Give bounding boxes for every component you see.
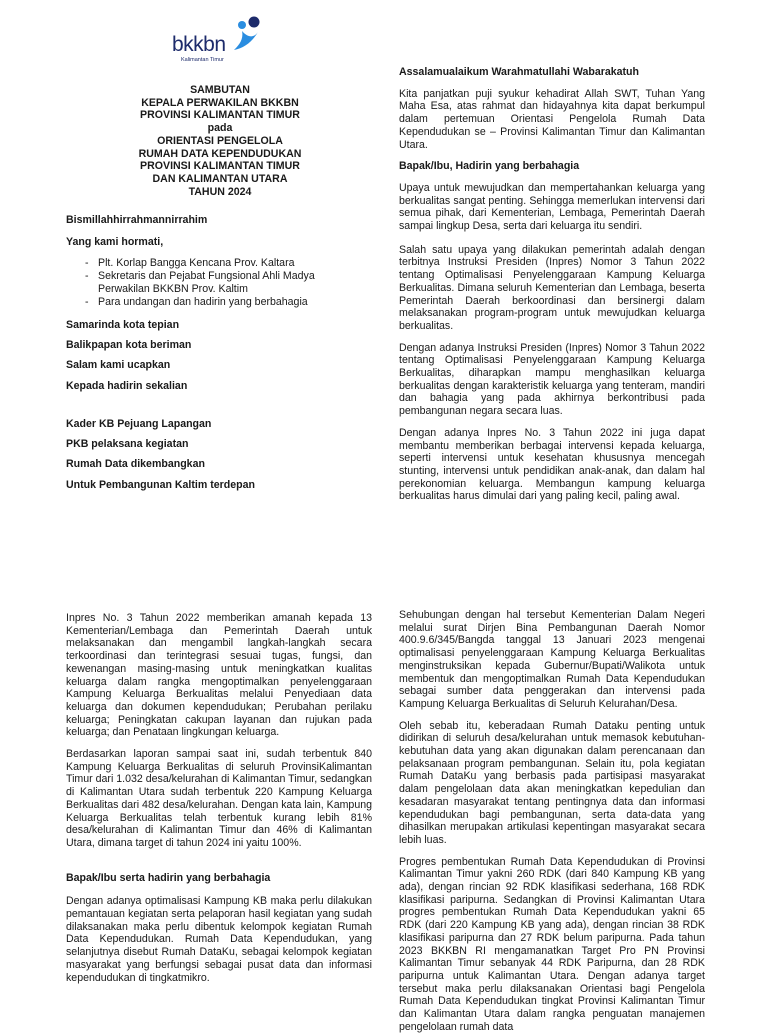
left-column-page-2	[66, 612, 372, 984]
title-line: KEPALA PERWAKILAN BKKBN	[141, 96, 299, 109]
pantun-line: Kepada hadirin sekalian	[66, 379, 188, 392]
bkkbn-logo-icon	[232, 16, 266, 52]
logo-subtitle: Kalimantan Timur	[181, 57, 224, 63]
list-item: - Sekretaris dan Pejabat Fungsional Ahli Madya Perwakilan BKKBN Prov. Kaltim	[66, 270, 341, 295]
pantun-line: Samarinda kota tepian	[66, 319, 180, 331]
pantun-line: Salam kami ucapkan	[66, 359, 171, 372]
title-line: PROVINSI KALIMANTAN TIMUR	[140, 160, 300, 173]
paragraph: Progres pembentukan Rumah Data Kependudukan di Provinsi Kalimantan Timur yakni 260 RDK (dari 840 Kampung KB yang ada), dengan rincian 92 RDK klasifikasi sederhana, 168 RDK klasifikasi paripurna. Sedangkan di Provinsi Kalimantan Utara progres pembentukan Rumah Data Kependudukan yakni 65 RDK (dari 220 Kampung KB yang ada), dengan rincian 38 RDK klasifikasi paripurna dan 27 RDK belum paripurna. Pada tahun 2023 BKKBN RI mengamanatkan Target Pro PN Provinsi Kalimantan Timur sebanyak 44 RDK Paripurna, dan 28 RDK paripurna untuk Kalimantan Utara. Dengan adanya target tersebut maka perlu dilaksanakan Orientasi bagi Pengelola Rumah Data Kependudukan tingkat Provinsi Kalimantan Timur dan Kalimantan Utara dalam rangka penguatan manajemen pengelolaan rumah data	[399, 855, 705, 1033]
pantun-line: Untuk Pembangunan Kaltim terdepan	[66, 478, 255, 491]
title-line: DAN KALIMANTAN UTARA	[152, 172, 288, 185]
basmalah: Bismillahhirrahmannirrahim	[66, 214, 208, 226]
paragraph: Sehubungan dengan hal tersebut Kementerian Dalam Negeri melalui surat Dirjen Bina Pembangunan Daerah Nomor 400.9.6/345/Bangda tanggal 13 Januari 2023 mengenai optimalisasi penyelenggaraan Kampung Keluarga Berkualitas menginstruksikan kepada Gubernur/Bupati/Walikota untuk membentuk dan mengoptimalkan Rumah Data Kependudukan sebagai sumber data penggerakan dan intervensi pada Kampung Keluarga Berkualitas di Seluruh Kelurahan/Desa.	[399, 609, 705, 710]
list-item: - Plt. Korlap Bangga Kencana Prov. Kaltara	[66, 257, 341, 270]
right-column-page-2	[399, 609, 705, 1034]
title-line: RUMAH DATA KEPENDUDUKAN	[138, 147, 302, 160]
pantun-line: Kader KB Pejuang Lapangan	[66, 418, 212, 430]
paragraph: Oleh sebab itu, keberadaan Rumah Dataku penting untuk didirikan di seluruh desa/kelurahan untuk memasok kebutuhan-kebutuhan data yang akan digunakan dalam perencanaan dan pelaksanaan program pembangunan. Selain itu, pola kegiatan Rumah DataKu yang berbasis pada partisipasi masyarakat dalam pengelolaan data akan meningkatkan kepedulian dan kesadaran masyarakat tentang pentingnya data dan informasi kependudukan bagi pembangunan, serta data-data yang dihasilkan merupakan artikulasi kepentingan masyarakat secara lebih luas.	[399, 719, 705, 846]
list-item: - Para undangan dan hadirin yang berbahagia	[66, 296, 341, 309]
title-line: SAMBUTAN	[190, 84, 250, 96]
logo-wordmark: bkkbn	[172, 33, 226, 56]
section-heading: Bapak/Ibu, Hadirin yang berbahagia	[399, 160, 580, 173]
honored-guests-list	[66, 257, 341, 308]
paragraph: Inpres No. 3 Tahun 2022 memberikan amanah kepada 13 Kementerian/Lembaga dan Pemerintah Daerah untuk melaksanakan dan mengambil langkah-langkah secara terkoordinasi dan terintegrasi sesuai tugas, fungsi, dan kewenangan masing-masing untuk meningkatkan kualitas keluarga dalam rangka mengoptimalkan penyelenggaraan Kampung Keluarga Berkualitas melalui Penyediaan data keluarga dan dokumen kependudukan; Perubahan perilaku keluarga; Peningkatan cakupan layanan dan rujukan pada keluarga; dan Penataan lingkungan keluarga.	[66, 612, 372, 739]
title-line: PROVINSI KALIMANTAN TIMUR	[140, 109, 300, 122]
speech-title	[110, 84, 330, 198]
section-heading: Bapak/Ibu serta hadirin yang berbahagia	[66, 871, 271, 884]
bkkbn-logo	[168, 14, 268, 64]
pantun-line: Balikpapan kota beriman	[66, 339, 192, 352]
paragraph: Upaya untuk mewujudkan dan mempertahankan keluarga yang berkualitas sangat penting. Sehingga memerlukan intervensi dari semua pihak, dari Kementerian, Lembaga, Pemerintah Daerah sampai lingkup Desa, serta dari keluarga itu sendiri.	[399, 181, 705, 233]
paragraph: Kita panjatkan puji syukur kehadirat Allah SWT, Tuhan Yang Maha Esa, atas rahmat dan hidayahnya kita dapat berkumpul dalam pertemuan Orientasi Pengelola Rumah Data Kependudukan se – Provinsi Kalimantan Timur dan Kalimantan Utara.	[399, 87, 705, 151]
salam: Assalamualaikum Warahmatullahi Wabarakatuh	[399, 66, 640, 78]
paragraph: Dengan adanya Instruksi Presiden (Inpres) Nomor 3 Tahun 2022 tentang Optimalisasi Penyelenggaraan Kampung Keluarga Berkualitas, diharapkan mampu menghasilkan keluarga berkualitas dengan karakteristik keluarga yang tenteram, mandiri dan bahagia yang pada akhirnya berkontribusi pada pembangunan negara secara luas.	[399, 341, 705, 418]
paragraph: Salah satu upaya yang dilakukan pemerintah adalah dengan terbitnya Instruksi Presiden (Inpres) Nomor 3 Tahun 2022 tentang Optimalisasi Penyelenggaraan Kampung Keluarga Berkualitas. Dimana seluruh Kementerian dan Lembaga, beserta Pemerintah Daerah berkoordinasi dan bersinergi dalam melaksanakan program-program untuk mewujudkan keluarga berkualitas.	[399, 243, 705, 332]
title-line: ORIENTASI PENGELOLA	[157, 134, 283, 147]
pantun-line: PKB pelaksana kegiatan	[66, 438, 189, 451]
title-line: TAHUN 2024	[188, 185, 252, 198]
pantun-1	[66, 319, 341, 392]
greeting: Yang kami hormati,	[66, 235, 164, 248]
opening-section	[66, 214, 341, 308]
title-line: pada	[207, 122, 233, 135]
pantun-2	[66, 418, 341, 491]
right-column-page-1	[399, 66, 705, 503]
paragraph: Berdasarkan laporan sampai saat ini, sudah terbentuk 840 Kampung Keluarga Berkualitas di seluruh ProvinsiKalimantan Timur dari 1.032 desa/kelurahan di Kalimantan Timur, sedangkan di Kalimantan Utara sudah terbentuk 220 Kampung Keluarga Berkualitas dari 482 desa/kelurahan. Dengan kata lain, Kampung Keluarga Berkualitas telah terbentuk kurang lebih 81% desa/kelurahan di Kalimantan Timur dan 46% di Kalimantan Utara, dimana target di tahun 2024 ini yaitu 100%.	[66, 748, 372, 849]
pantun-line: Rumah Data dikembangkan	[66, 458, 205, 471]
paragraph: Dengan adanya Inpres No. 3 Tahun 2022 ini juga dapat membantu memberikan berbagai intervensi kepada keluarga, seperti intervensi untuk kesehatan khususnya mencegah stunting, intervensi untuk pendidikan anak-anak, dan dalam hal perekonomian keluarga. Membangun kampung keluarga berkualitas harus dimulai dari yang paling kecil, paling awal.	[399, 426, 705, 503]
paragraph: Dengan adanya optimalisasi Kampung KB maka perlu dilakukan pemantauan kegiatan serta pelaporan hasil kegiatan yang sudah dilaksanakan maka perlu dibentuk kelompok kegiatan Rumah Data Kependudukan. Rumah Data Kependudukan, yang selanjutnya disebut Rumah DataKu, sebagai kelompok kegiatan masyarakat yang berfungsi sebagai pusat data dan informasi kependudukan di tingkatmikro.	[66, 895, 372, 984]
